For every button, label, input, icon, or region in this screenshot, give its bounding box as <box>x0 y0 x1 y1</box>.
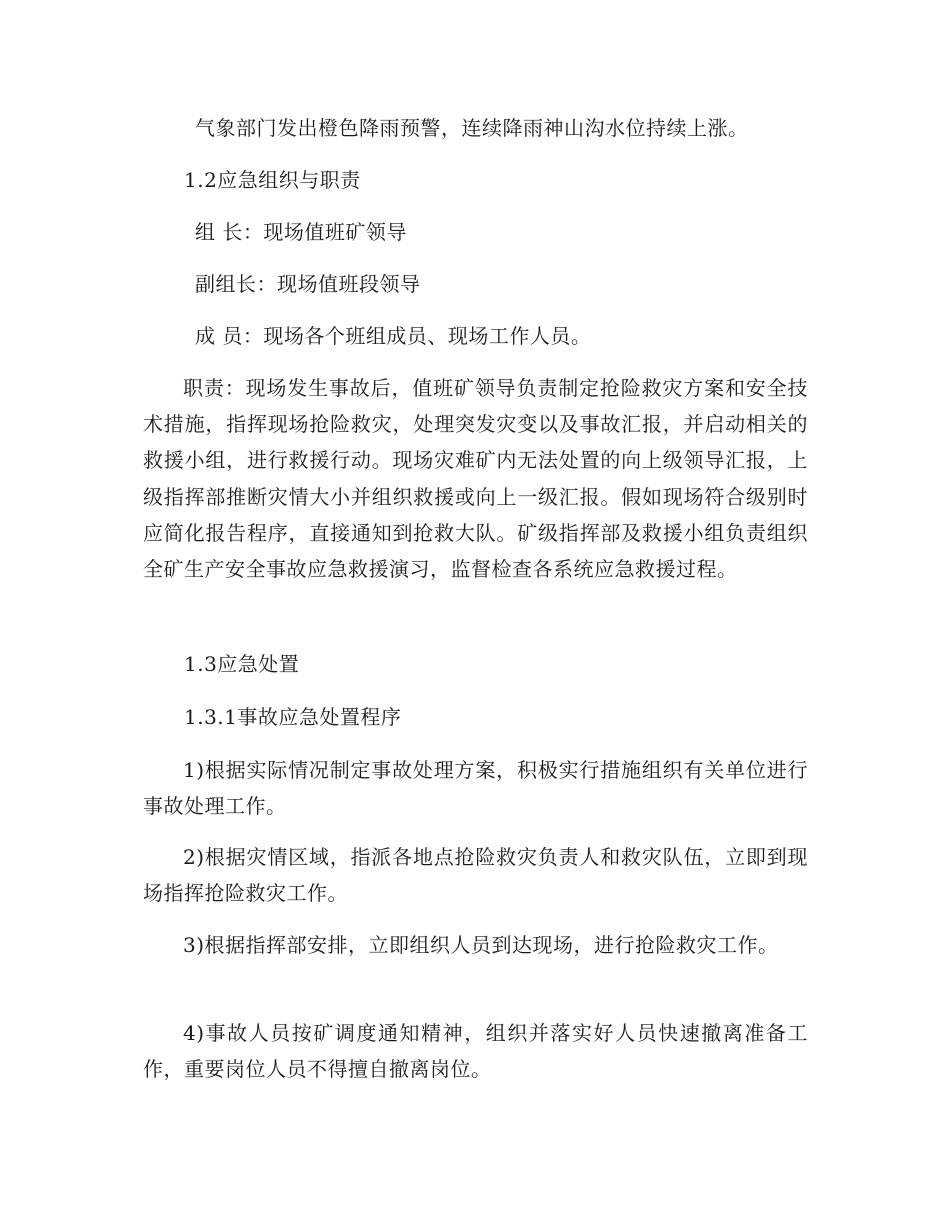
section-heading-1-3-1: 1.3.1事故应急处置程序 <box>184 705 402 729</box>
step-4-paragraph: 4)事故人员按矿调度通知精神，组织并落实好人员快速撤离准备工作，重要岗位人员不得擅自撤离岗位。 <box>143 1021 808 1082</box>
section-heading-1-2: 1.2应急组织与职责 <box>184 168 361 192</box>
deputy-leader-line: 副组长：现场值班段领导 <box>195 272 421 296</box>
intro-line: 气象部门发出橙色降雨预警，连续降雨神山沟水位持续上涨。 <box>195 116 749 140</box>
step-2-paragraph: 2)根据灾情区域，指派各地点抢险救灾负责人和救灾队伍，立即到现场指挥抢险救灾工作。 <box>143 845 808 906</box>
step-1-paragraph: 1)根据实际情况制定事故处理方案，积极实行措施组织有关单位进行事故处理工作。 <box>143 758 808 819</box>
section-heading-1-3: 1.3应急处置 <box>184 652 300 676</box>
members-line: 成 员：现场各个班组成员、现场工作人员。 <box>195 324 592 348</box>
step-3-paragraph: 3)根据指挥部安排，立即组织人员到达现场，进行抢险救灾工作。 <box>183 933 779 957</box>
leader-line: 组 长：现场值班矿领导 <box>195 220 407 244</box>
duties-paragraph: 职责：现场发生事故后，值班矿领导负责制定抢险救灾方案和安全技术措施，指挥现场抢险救灾，处理突发灾变以及事故汇报，并启动相关的救援小组，进行救援行动。现场灾难矿内无法处置的向上级领导汇报，上级指挥部推断灾情大小并组织救援或向上一级汇报。假如现场符合级别时应简化报告程序，直接通知到抢救大队。矿级指挥部及救援小组负责组织全矿生产安全事故应急救援演习，监督检查各系统应急救援过程。 <box>143 376 808 582</box>
